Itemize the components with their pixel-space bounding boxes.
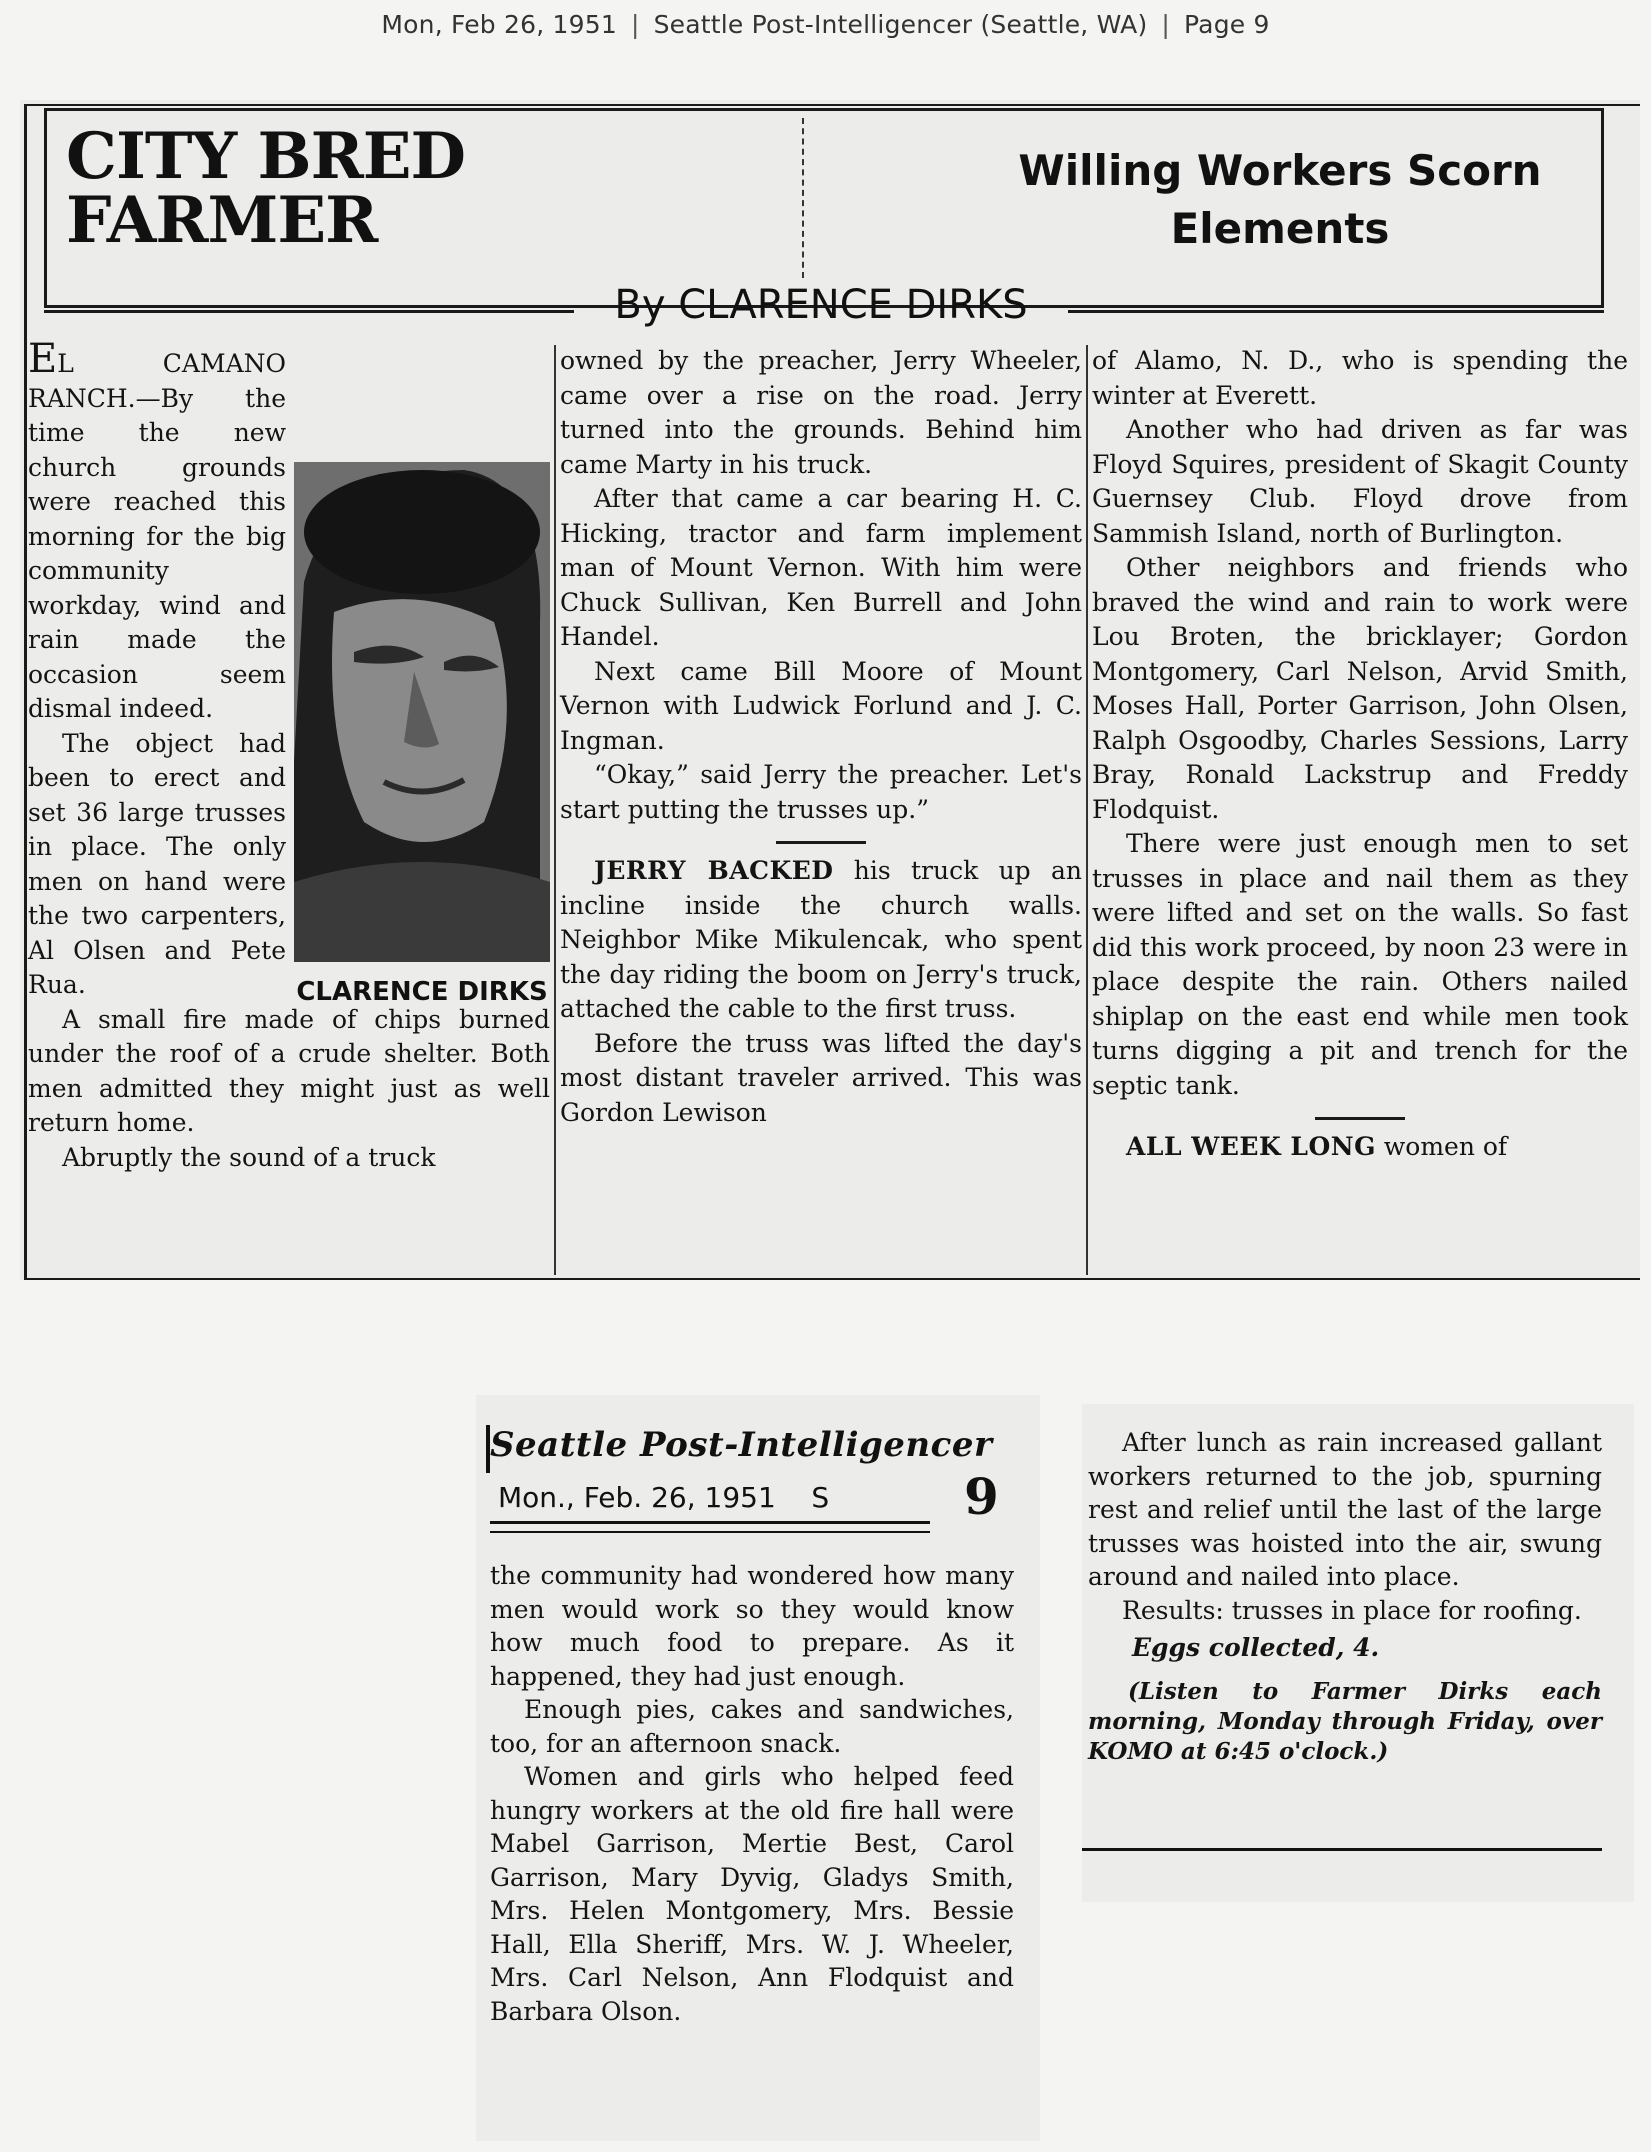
col2-paragraph: owned by the preacher, Jerry Wheeler, came over a rise on the road. Jerry turned into the grounds. Behind him came Marty in his truck.	[560, 346, 1082, 479]
author-photo	[294, 462, 550, 962]
eggs-collected: Eggs collected, 4.	[1132, 1633, 1380, 1662]
masthead-rule	[490, 1521, 930, 1524]
clipping-date: Mon., Feb. 26, 1951 S	[498, 1481, 830, 1514]
col1-paragraph: The object had been to erect and set 36 large trusses in place. The only men on hand were the two carpenters, Al Olsen and Pete Rua.	[28, 728, 286, 999]
col2-paragraph: After that came a car bearing H. C. Hicking, tractor and farm implement man of Mount Vernon. With him were Chuck Sullivan, Ken Burrell and John Handel.	[560, 484, 1082, 651]
col1-paragraph: A small fire made of chips burned under the roof of a crude shelter. Both men admitted they might just as well return home.	[28, 1004, 550, 1137]
page-number: 9	[964, 1467, 999, 1526]
article-column-3	[1092, 344, 1628, 1165]
column-rule-1	[554, 345, 556, 1275]
article-column-2	[560, 344, 1082, 1130]
clip2-paragraph: Women and girls who helped feed hungry workers at the old fire hall were Mabel Garrison, Mertie Best, Carol Garrison, Mary Dyvig, Gladys Smith, Mrs. Helen Montgomery, Mrs. Bessie Hall, Ella Sheriff, Mrs. W. J. Wheeler, Mrs. Carl Nelson, Ann Flodquist and Barbara Olson.	[490, 1762, 1014, 2026]
byline: By CLARENCE DIRKS	[614, 282, 1028, 328]
masthead: Seattle Post-Intelligencer	[490, 1425, 993, 1465]
conclusion-clipping	[1082, 1404, 1634, 1902]
clip2-paragraph: Enough pies, cakes and sandwiches, too, for an afternoon snack.	[490, 1695, 1014, 1758]
header-page: Page 9	[1184, 10, 1270, 39]
col3-paragraph: of Alamo, N. D., who is spending the winter at Everett.	[1092, 346, 1628, 410]
radio-note: (Listen to Farmer Dirks each morning, Monday through Friday, over KOMO at 6:45 o'clock.)	[1088, 1677, 1602, 1765]
clip3-paragraph: Results: trusses in place for roofing.	[1122, 1595, 1582, 1625]
col2-paragraph: Next came Bill Moore of Mount Vernon with Ludwick Forlund and J. C. Ingman.	[560, 656, 1082, 755]
section-rule	[1315, 1117, 1405, 1120]
header-publication: Seattle Post-Intelligencer	[653, 10, 973, 39]
header-location: (Seattle, WA)	[980, 10, 1148, 39]
col1-paragraph: Abruptly the sound of a truck	[62, 1142, 436, 1172]
continuation-body	[490, 1559, 1014, 2028]
article-column-1	[28, 336, 550, 1175]
page-header: Mon, Feb 26, 1951 | Seattle Post-Intelligencer (Seattle, WA) | Page 9	[381, 10, 1270, 39]
col3-paragraph: women of	[1375, 1132, 1508, 1161]
clip2-paragraph: the community had wondered how many men would work so they would know how much food to prepare. As it happened, they had just enough.	[490, 1561, 1014, 1691]
col1-paragraph: L CAMANO RANCH.—By the time the new church grounds were reached this morning for the big community workday, wind and rain made the occasion seem dismal indeed.	[28, 349, 286, 723]
closing-rule	[1082, 1848, 1602, 1851]
author-photo-block	[294, 462, 550, 1007]
clip3-paragraph: After lunch as rain increased gallant workers returned to the job, spurning rest and relief until the last of the large trusses was hoisted into the air, swung around and nailed into place.	[1088, 1428, 1602, 1591]
col3-paragraph: Another who had driven as far was Floyd Squires, president of Skagit County Guernsey Club. Floyd drove from Sammish Island, north of Burlington.	[1092, 415, 1628, 548]
photo-caption: CLARENCE DIRKS	[296, 977, 548, 1007]
col3-paragraph: Other neighbors and friends who braved the wind and rain to work were Lou Broten, the bricklayer; Gordon Montgomery, Carl Nelson, Arvid Smith, Moses Hall, Porter Garrison, John Olsen, Ralph Osgoodby, Charles Sessions, Larry Bray, Ronald Lackstrup and Freddy Flodquist.	[1092, 553, 1628, 824]
masthead-rule	[490, 1531, 930, 1533]
col3-paragraph: There were just enough men to set trusses in place and nail them as they were lifted and set on the walls. So fast did this work proceed, by noon 23 were in place despite the rain. Others nailed shiplap on the east end while men took turns digging a pit and trench for the septic tank.	[1092, 829, 1628, 1100]
subheadline: Willing Workers Scorn Elements	[1018, 146, 1542, 253]
col2-paragraph: Before the truss was lifted the day's most distant traveler arrived. This was Gordon Lewison	[560, 1028, 1082, 1127]
section-lead: JERRY BACKED	[594, 856, 834, 885]
column-rule-2	[1086, 345, 1088, 1275]
byline-rule-right	[1068, 310, 1604, 313]
drop-cap: E	[28, 336, 58, 382]
header-date: Mon, Feb 26, 1951	[381, 10, 617, 39]
column-title: CITY BRED FARMER	[66, 119, 466, 258]
conclusion-body	[1088, 1426, 1602, 1767]
col2-paragraph: his truck up an incline inside the church walls. Neighbor Mike Mikulencak, who spent the day riding the boom on Jerry's truck, attached the cable to the first truss.	[560, 856, 1082, 1023]
section-lead: ALL WEEK LONG	[1126, 1132, 1376, 1161]
byline-rule-left	[44, 310, 574, 313]
section-rule	[776, 841, 866, 844]
col2-paragraph: “Okay,” said Jerry the preacher. Let's start putting the trusses up.”	[560, 760, 1082, 824]
edition-mark: S	[811, 1481, 830, 1514]
headline-divider	[802, 118, 804, 278]
continuation-clipping	[476, 1395, 1040, 2141]
